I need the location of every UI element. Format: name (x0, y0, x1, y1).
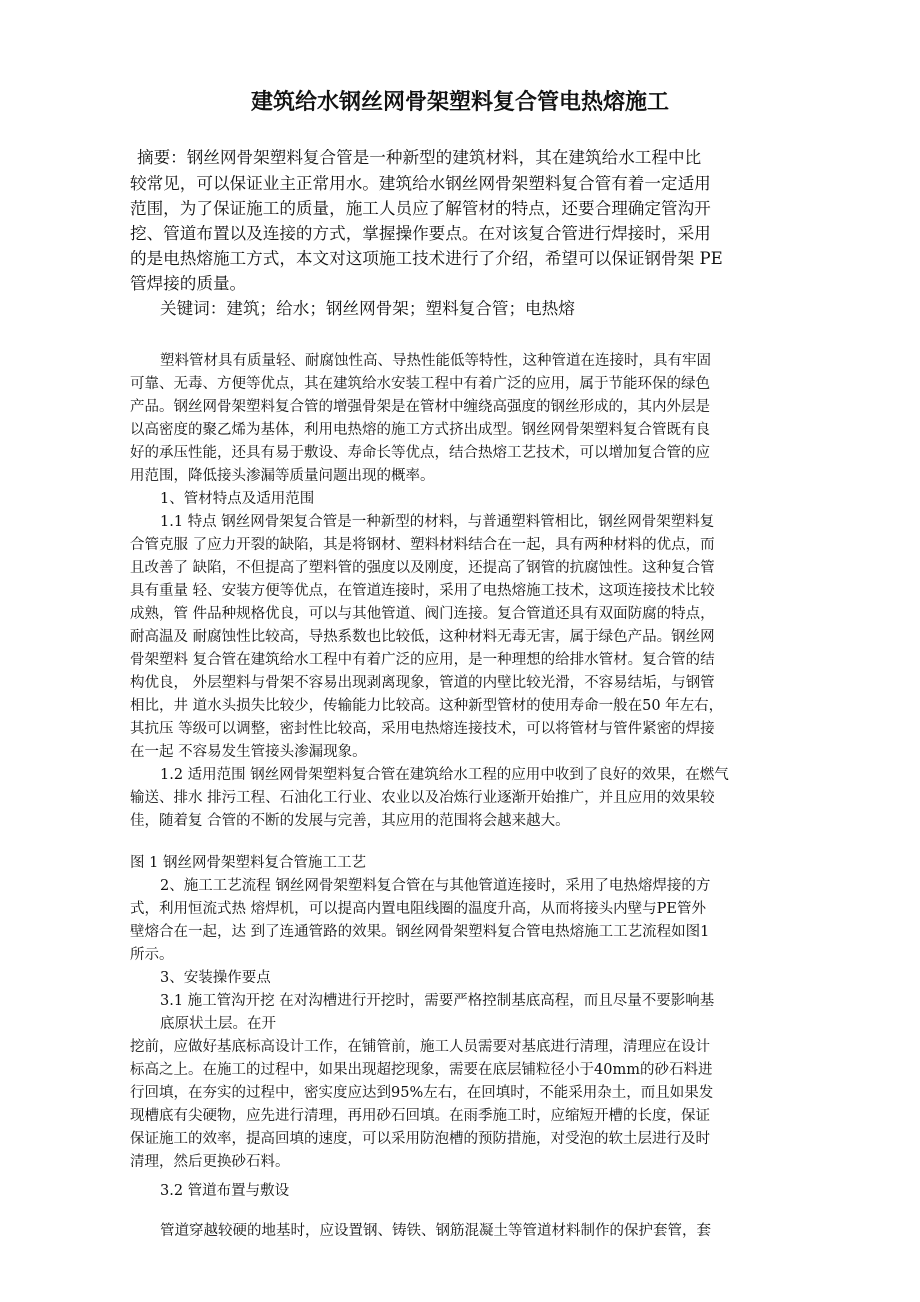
paragraph-line: 在一起 不容易发生管接头渗漏现象。 (130, 744, 367, 760)
abstract-line: 摘要：钢丝网骨架塑料复合管是一种新型的建筑材料，其在建筑给水工程中比 (137, 148, 702, 167)
abstract-line: 范围，为了保证施工的质量，施工人员应了解管材的特点，还要合理确定管沟开 (130, 199, 711, 218)
paragraph-line: 且改善了 缺陷，不但提高了塑料管的强度以及刚度，还提高了钢管的抗腐蚀性。这种复合管 (130, 560, 715, 576)
paragraph-line: 壁熔合在一起，达 到了连通管路的效果。钢丝网骨架塑料复合管电热熔施工工艺流程如图1 (130, 924, 710, 940)
section-heading: 3、安装操作要点 (160, 970, 271, 986)
paragraph-line: 现槽底有尖硬物，应先进行清理，再用砂石回填。在雨季施工时，应缩短开槽的长度，保证 (130, 1108, 710, 1124)
abstract-line: 管焊接的质量。 (130, 274, 247, 293)
paragraph-line: 管道穿越较硬的地基时，应设置钢、铸铁、钢筋混凝土等管道材料制作的保护套管，套 (160, 1223, 711, 1239)
paragraph-line: 挖前，应做好基底标高设计工作，在铺管前，施工人员需要对基底进行清理，清理应在设计 (130, 1039, 710, 1055)
document-title: 建筑给水钢丝网骨架塑料复合管电热熔施工 (250, 90, 669, 115)
section-heading: 1、管材特点及适用范围 (160, 491, 315, 507)
subsection-heading: 3.2 管道布置与敷设 (160, 1183, 290, 1199)
paragraph-line: 好的承压性能，还具有易于敷设、寿命长等优点，结合热熔工艺技术，可以增加复合管的应 (130, 445, 710, 461)
paragraph-line: 具有重量 轻、安装方便等优点，在管道连接时，采用了电热熔施工技术，这项连接技术比较 (130, 583, 715, 599)
paragraph-line: 合管克服 了应力开裂的缺陷，其是将钢材、塑料材料结合在一起，具有两种材料的优点，而 (130, 537, 715, 553)
paragraph-line: 用范围，降低接头渗漏等质量问题出现的概率。 (130, 468, 435, 484)
paragraph-line: 骨架塑料 复合管在建筑给水工程中有着广泛的应用，是一种理想的给排水管材。复合管的结 (130, 652, 715, 668)
paragraph-line: 保证施工的效率，提高回填的速度，可以采用防泡槽的预防措施，对受泡的软土层进行及时 (130, 1131, 710, 1147)
abstract-line: 的是电热熔施工方式，本文对这项施工技术进行了介绍，希望可以保证钢骨架 PE (130, 249, 723, 268)
paragraph-line: 耐高温及 耐腐蚀性比较高，导热系数也比较低，这种材料无毒无害，属于绿色产品。钢丝网 (130, 629, 715, 645)
paragraph-line: 3.1 施工管沟开挖 在对沟槽进行开挖时，需要严格控制基底高程，而且尽量不要影响基 (160, 993, 715, 1009)
paragraph-line: 以高密度的聚乙烯为基体，利用电热熔的施工方式挤出成型。钢丝网骨架塑料复合管既有良 (130, 422, 710, 438)
paragraph-line: 成熟，管 件品种规格优良，可以与其他管道、阀门连接。复合管道还具有双面防腐的特点， (130, 606, 715, 622)
paragraph-line: 1.1 特点 钢丝网骨架复合管是一种新型的材料，与普通塑料管相比，钢丝网骨架塑料复 (160, 514, 715, 530)
abstract-line: 较常见，可以保证业主正常用水。建筑给水钢丝网骨架塑料复合管有着一定适用 (130, 174, 711, 193)
paragraph-line: 佳，随着复 合管的不断的发展与完善，其应用的范围将会越来越大。 (130, 813, 570, 829)
paragraph-line: 塑料管材具有质量轻、耐腐蚀性高、导热性能低等特性，这种管道在连接时，具有牢固 (160, 353, 711, 369)
paragraph-line: 行回填，在夯实的过程中，密实度应达到95%左右，在回填时，不能采用杂土，而且如果发 (130, 1085, 714, 1101)
paragraph-line: 可靠、无毒、方便等优点，其在建筑给水安装工程中有着广泛的应用，属于节能环保的绿色 (130, 376, 710, 392)
paragraph-line: 标高之上。在施工的过程中，如果出现超挖现象，需要在底层铺粒径小于40mm的砂石料进 (130, 1062, 713, 1078)
figure-caption: 图 1 钢丝网骨架塑料复合管施工工艺 (130, 855, 366, 871)
paragraph-line: 产品。钢丝网骨架塑料复合管的增强骨架是在管材中缠绕高强度的钢丝形成的，其内外层是 (130, 399, 710, 415)
paragraph-line: 其抗压 等级可以调整，密封性比较高，采用电热熔连接技术，可以将管材与管件紧密的焊接 (130, 721, 715, 737)
paragraph-line: 清理，然后更换砂石料。 (130, 1154, 290, 1170)
paragraph-line: 输送、排水 排污工程、石油化工行业、农业以及冶炼行业逐渐开始推广，并且应用的效果较 (130, 790, 715, 806)
paragraph-line: 所示。 (130, 947, 174, 963)
keywords: 关键词：建筑；给水；钢丝网骨架；塑料复合管；电热熔 (160, 299, 575, 318)
paragraph-line: 2、施工工艺流程 钢丝网骨架塑料复合管在与其他管道连接时，采用了电热熔焊接的方 (160, 878, 711, 894)
paragraph-line: 构优良， 外层塑料与骨架不容易出现剥离现象，管道的内壁比较光滑，不容易结垢，与钢管 (130, 675, 715, 691)
paragraph-line: 底原状土层。在开 (160, 1016, 276, 1032)
paragraph-line: 1.2 适用范围 钢丝网骨架塑料复合管在建筑给水工程的应用中收到了良好的效果，在燃气 (160, 767, 729, 783)
paragraph-line: 相比，井 道水头损失比较少，传输能力比较高。这种新型管材的使用寿命一般在50 年左右， (130, 698, 724, 714)
paragraph-line: 式，利用恒流式热 熔焊机，可以提高内置电阻线圈的温度升高，从而将接头内壁与PE管外 (130, 901, 706, 917)
abstract-line: 挖、管道布置以及连接的方式，掌握操作要点。在对该复合管进行焊接时，采用 (130, 224, 711, 243)
